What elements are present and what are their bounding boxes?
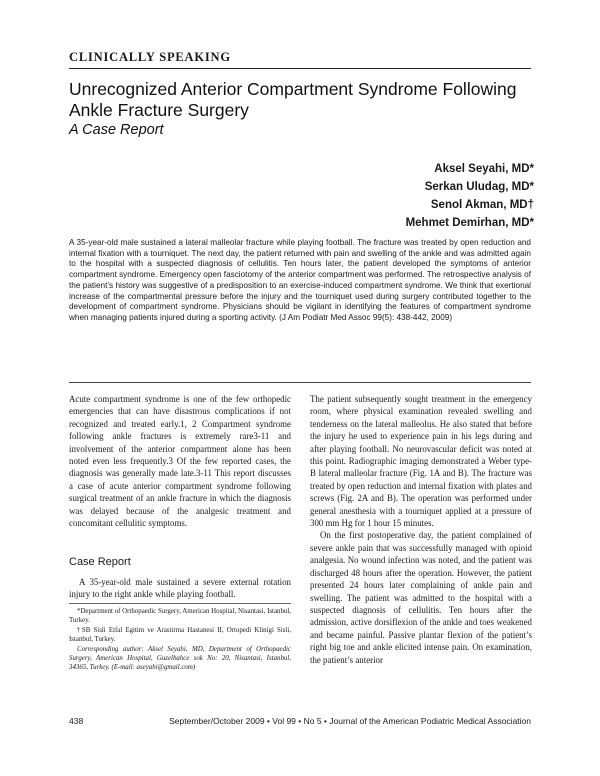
- author: Senol Akman, MD†: [430, 199, 534, 211]
- right-paragraph-2: On the first postoperative day, the patient complained of severe ankle pain that was successfully managed with opioid analgesia. No wound infection was noted, and the patient was discharged 48 hours after the operation. However, the patient presented 24 hours later complaining of ankle pain and swelling. The patient was admitted to the hospital with a suspected diagnosis of cellulitis. Ten hours after the admission, active dorsiflexion of the ankle and toes weakened and became painful. Passive plantar flexion of the patient’s right big toe and ankle elicited intense pain. On examination, the patient’s anterior: [310, 530, 532, 665]
- section-label: CLINICALLY SPEAKING: [69, 50, 231, 64]
- footnote-affiliation-1: *Department of Orthopaedic Surgery, American Hospital, Nisantasi, Istanbul, Turkey.: [69, 608, 291, 625]
- footnote-rule: [69, 603, 291, 604]
- abstract: A 35-year-old male sustained a lateral malleolar fracture while playing football. The fracture was treated by open reduction and internal fixation with a tourniquet. The next day, the patient returned with pain and swelling of the ankle and was admitted again to the hospital with a suspected diagnosis of cellulitis. Ten hours later, the patient developed the symptoms of anterior compartment syndrome. Emergency open fasciotomy of the anterior compartment was performed. The retrospective analysis of the patient’s history was suggestive of a predisposition to an exercise-induced compartment syndrome. We think that exertional increase of the compartmental pressure before the injury and the tourniquet used during surgery contributed together to the development of compartment syndrome. Physicians should be vigilant in identifying the features of compartment syndrome when managing patients injured during a sporting activity. (J Am Podiatr Med Assoc 99(5): 438-442, 2009): [69, 238, 531, 322]
- author: Serkan Uludag, MD*: [424, 181, 534, 193]
- article-title: [69, 79, 539, 121]
- journal-citation: September/October 2009 • Vol 99 • No 5 • Journal of the American Podiatric Medical Association: [169, 716, 531, 726]
- footnotes: [69, 607, 291, 673]
- case-paragraph: [69, 576, 291, 601]
- title-line-2: Ankle Fracture Surgery: [69, 100, 249, 120]
- author: Mehmet Demirhan, MD*: [405, 217, 534, 229]
- case-text: A 35-year-old male sustained a severe external rotation injury to the right ankle while playing football.: [69, 577, 291, 600]
- title-line-1: Unrecognized Anterior Compartment Syndrome Following: [69, 79, 517, 99]
- footnote-affiliation-2: †SB Sisli Etfal Egitim ve Arastirma Hastanesi II, Ortopedi Klinigi Sisli, Istanbul, Turkey.: [69, 626, 291, 644]
- page-number: 438: [69, 716, 84, 726]
- author-list: [406, 160, 534, 232]
- abstract-rule: [69, 382, 531, 383]
- right-column: [310, 393, 532, 666]
- intro-paragraph: [69, 393, 291, 529]
- header-rule: [69, 68, 531, 69]
- footnote-correspondence: Corresponding author: Aksel Seyahi, MD, Department of Orthopaedic Surgery, American Hospital, Guzelbahce sok No: 20, Nisantasi, Istanbul, 34365, Turkey. (E-mail: aseyahi@gmail.com): [69, 645, 291, 672]
- intro-text: Acute compartment syndrome is one of the few orthopedic emergencies that can have disastrous complications if not recognized and treated early.1, 2 Compartment syndrome following ankle fractures is extremely rare3-11 and involvement of the anterior compartment alone has been noted even less frequently.3 Of the few reported cases, the diagnosis was generally made late.3-11 This report discusses a case of acute anterior compartment syndrome following surgical treatment of an ankle fracture in which the diagnosis was delayed because of the analgesic treatment and concomitant cellulitic symptoms.: [69, 394, 291, 529]
- article-subtitle: A Case Report: [69, 122, 164, 138]
- author: Aksel Seyahi, MD*: [434, 163, 534, 175]
- case-report-heading: Case Report: [69, 556, 131, 568]
- right-paragraph-1: The patient subsequently sought treatment in the emergency room, where physical examination revealed swelling and tenderness on the lateral malleolus. He also stated that before the injury he used to experience pain in his legs during and after playing football. No neurovascular deficit was noted at this point. Radiographic imaging demonstrated a Weber type-B lateral malleolar fracture (Fig. 1A and B). The fracture was treated by open reduction and internal fixation with plates and screws (Fig. 2A and B). The operation was performed under general anesthesia with a tourniquet applied at a pressure of 300 mm Hg for 1 hour 15 minutes.: [310, 394, 532, 529]
